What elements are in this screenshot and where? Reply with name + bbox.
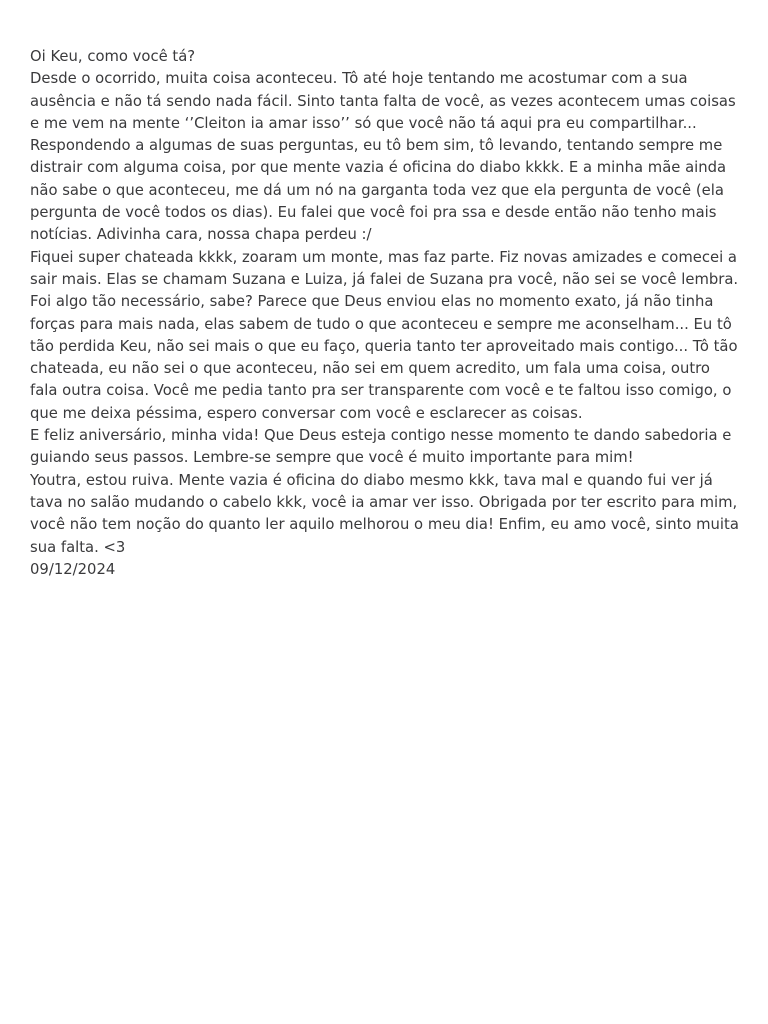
note-line-greeting: Oi Keu, como você tá?: [30, 48, 196, 65]
note-paragraph: Youtra, estou ruiva. Mente vazia é oficina do diabo mesmo kkk, tava mal e quando fui ver já tava no salão mudando o cabelo kkk, você ia amar ver isso. Obrigada por ter escrito para mim, você não tem noção do quanto ler aquilo melhorou o meu dia! Enfim, eu amo você, sinto muita sua falta. <3: [30, 471, 744, 556]
note-paragraph: Fiquei super chateada kkkk, zoaram um monte, mas faz parte. Fiz novas amizades e comecei a sair mais. Elas se chamam Suzana e Luiza, já falei de Suzana pra você, não sei se você lembra. Foi algo tão necessário, sabe? Parece que Deus enviou elas no momento exato, já não tinha forças para mais nada, elas sabem de tudo o que aconteceu e sempre me aconselham... Eu tô tão perdida Keu, não sei mais o que eu faço, queria tanto ter aproveitado mais contigo... Tô tão chateada, eu não sei o que aconteceu, não sei em quem acredito, um fala uma coisa, outro fala outra coisa. Você me pedia tanto pra ser transparente com você e te faltou isso comigo, o que me deixa péssima, espero conversar com você e esclarecer as coisas.: [30, 248, 743, 422]
note-paragraph: E feliz aniversário, minha vida! Que Deus esteja contigo nesse momento te dando sabedoria e guiando seus passos. Lembre-se sempre que você é muito importante para mim!: [30, 427, 737, 467]
note-date: 09/12/2024: [30, 560, 116, 578]
note-body[interactable]: [30, 46, 742, 581]
note-paragraph: Respondendo a algumas de suas perguntas, eu tô bem sim, tô levando, tentando sempre me distrair com alguma coisa, por que mente vazia é oficina do diabo kkkk. E a minha mãe ainda não sabe o que aconteceu, me dá um nó na garganta toda vez que ela pergunta de você (ela pergunta de você todos os dias). Eu falei que você foi pra ssa e desde então não tenho mais notícias. Adivinha cara, nossa chapa perdeu :/: [30, 137, 731, 244]
note-paragraph: Desde o ocorrido, muita coisa aconteceu. Tô até hoje tentando me acostumar com a sua ausência e não tá sendo nada fácil. Sinto tanta falta de você, as vezes acontecem umas coisas e me vem na mente ‘’Cleiton ia amar isso’’ só que você não tá aqui pra eu compartilhar...: [30, 70, 741, 132]
